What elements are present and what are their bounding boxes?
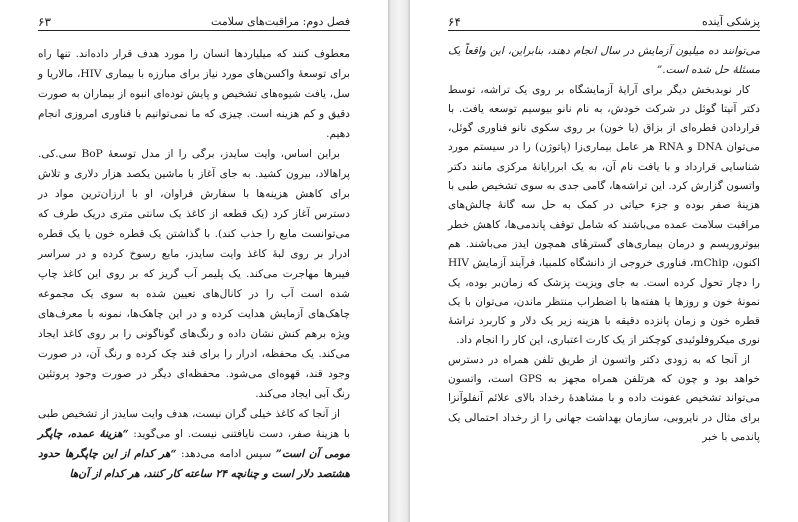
paragraph-text: از آنجا که کاغذ خیلی گران نیست، هدف وایت سایدز از تشخیص طبی با هزینهٔ صفر، دست نایافتنی نیست. او می‌گوید: xyxy=(38,408,350,440)
page-header xyxy=(448,14,760,31)
page-body xyxy=(448,42,760,447)
paragraph: براین اساس، وایت سایدز، برگی را از مدل توسعهٔ BoP سی.کی. پراهالاد، بیرون کشید. به جای آغاز با ماشین یکصد هزار دلاری و تلاش برای کاهش هزینه‌ها با سفارش فراوان، او با ارزان‌ترین مواد در دسترس آغاز کرد (یک قطعه از کاغذ یک سانتی متری دریک طرف که می‌توانست مایع را جذب کند). با گذاشتن یک قطره خون یا یک قطره ادرار بر روی لبهٔ کاغذ وایت سایدز، مایع رسوخ کرده و در سراسر فیبرها مهاجرت می‌کند. یک پلیمر آب گریز که بر روی این کاغذ چاپ شده است آب را در کانال‌های تعیین شده به سوی یک مجموعه چاهک‌های آزمایش هدایت کرده و در این چاهک‌ها، نمونه با معرف‌های ویژه برهم کنش نشان داده و رنگ‌های گوناگونی را بر روی کاغذ ایجاد می‌کند. یک محفظه، ادرار را برای قند چک کرده و رنگ آن، در صورت وجود قند، قهوه‌ای می‌شود. محفظه‌ای دیگر در صورت وجود پروتئین رنگ آبی ایجاد می‌کند. xyxy=(38,148,350,400)
book-title: پزشکی آینده xyxy=(701,15,760,28)
paragraph: معطوف کنند که میلیاردها انسان را مورد هدف قرار داده‌اند. تنها راه برای توسعهٔ واکسن‌های مورد نیاز برای مبارزه با بیماری HIV، مالاریا و سل، یافت شیوه‌های تشخیص و پایش توده‌ای انبوه از بیماران به صورت دقیق و کم هزینه است. چیزی که ما نمی‌توانیم با فناوری امروزی انجام دهیم. xyxy=(38,48,351,140)
quote: “هزینهٔ عمده، چاپگر مومی آن است” xyxy=(38,428,350,460)
left-page xyxy=(0,0,388,522)
page-number: ۶۴ xyxy=(448,15,461,29)
right-page xyxy=(410,0,798,522)
paragraph: از آنجا که به زودی دکتر واتسون از طریق تلفن همراه در دسترس خواهد بود و چون که هرتلفن همراه مجهز به GPS است، واتسون می‌تواند تشخیص عفونت داده و با مشاهدهٔ رخداد بالای علائم آنفلوآنزا برای مثال در نایروبی، سازمان بهداشت جهانی را از رخداد احتمالی یک پاندمی با خبر xyxy=(448,353,760,443)
book-gutter xyxy=(388,0,410,522)
page-number: ۶۳ xyxy=(38,15,51,29)
paragraph xyxy=(38,404,350,484)
quote: “هر کدام از این چاپگرها حدود هشتصد دلار است و چنانچه ۲۴ ساعته کار کنند، هر کدام از آن‌ها xyxy=(38,448,350,480)
page-header xyxy=(38,14,350,31)
paragraph-text: سپس ادامه می‌دهد: xyxy=(176,448,276,460)
chapter-title: فصل دوم: مراقبت‌های سلامت xyxy=(211,15,350,28)
paragraph: کار نوبدبخش دیگر برای آرایهٔ آزمایشگاه بر روی یک تراشه، توسط دکتر آنیتا گوئل در شرکت خودش، به نام نانو بیوسیم توسعه یافت. با قراردادن قطره‌ای از بزاق (یا خون) بر روی سکوی نانو فناوری گوئل، می‌توان DNA و RNA هر عامل بیماری‌زا (پاتوژن) را در سیستم مورد شناسایی قرارداد و با یافت نام آن، به یک ابررایانهٔ مرکزی مانند دکتر واتسون گزارش کرد. این تراشه‌ها، گامی جدی به سوی تشخیص طبی با هزینهٔ صفر بوده و جزء حیاتی در کمک به حل سه گانهٔ چالش‌های مراقبت سلامت عمده می‌باشند که شامل توقف پاندمی‌ها، کاهش خطر بیوتروریسم و درمان بیماری‌های گسترهٔای همچون ایدز می‌باشند. هم اکنون، mChip، فناوری خروجی از دانشگاه کلمبیا، فرآیند آزمایش HIV را دچار تحول کرده است. به جای ویزیت پزشک که زمان‌بر بوده، یک نمونهٔ خون و روزها یا هفته‌ها با اضطراب منتظر ماندن، می‌توان با یک قطره خون و زمان پانزده دقیقه با هزینه زیر یک دلار و کاربرد تراشهٔ نوری میکروفلوئیدی کوچکتر از یک کارت اعتباری، این کار را انجام داد. xyxy=(448,83,760,347)
quote-continuation: می‌توانند ده میلیون آزمایش در سال انجام دهند، بنابراین، این واقعاً یک مسئلهٔ حل شده است.” xyxy=(448,45,760,77)
page-body xyxy=(38,44,350,484)
